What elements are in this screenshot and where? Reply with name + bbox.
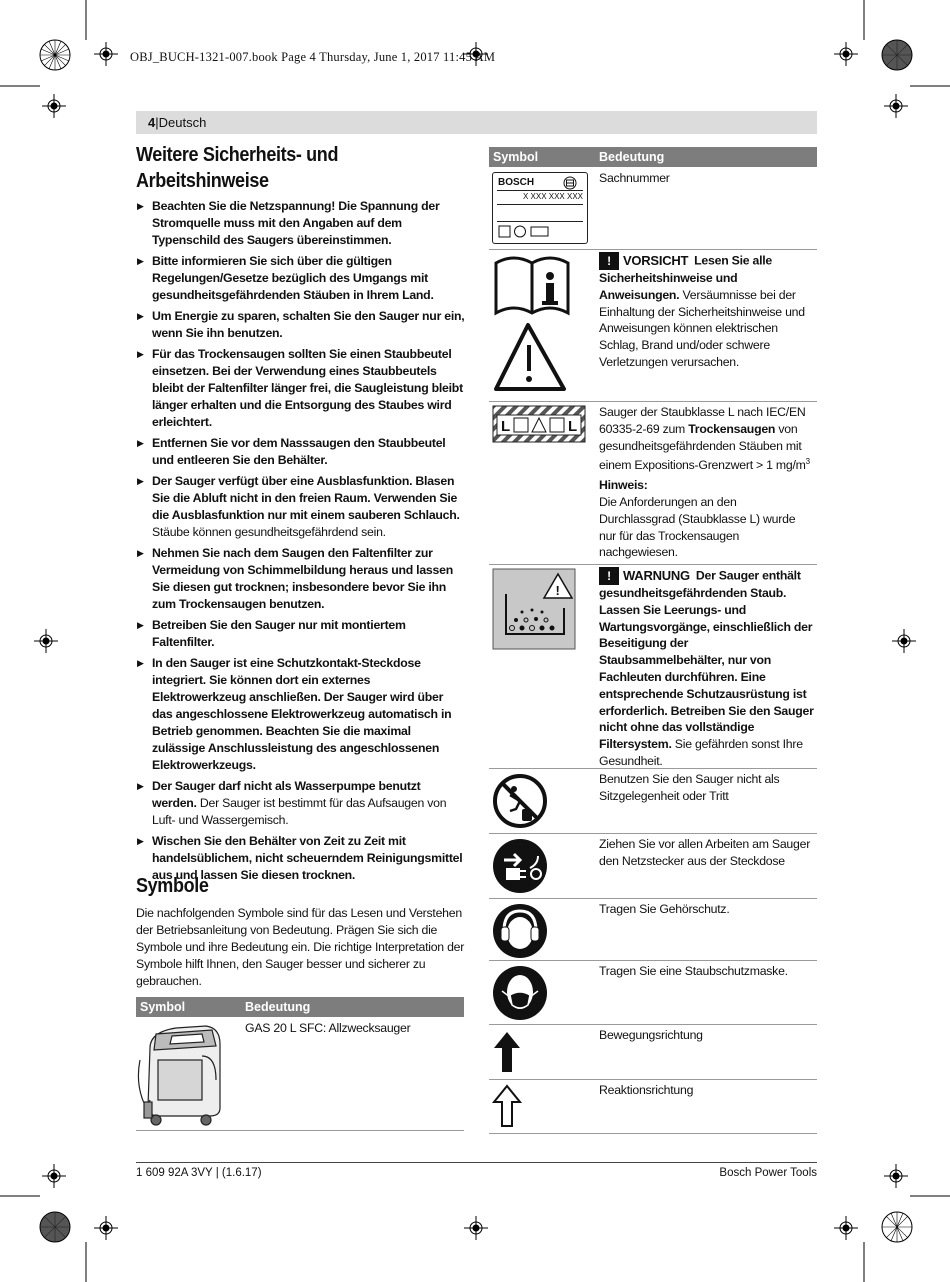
bullet-bold-text: Der Sauger verfügt über eine Ausblasfunktion. Blasen Sie die Abluft nicht in den freien Raum. Verwenden Sie die Ausblasfunktion nur mit einem sauberen Schlauch. bbox=[152, 474, 460, 522]
row-caution-meaning bbox=[599, 252, 815, 371]
row-dust-class-meaning bbox=[599, 404, 815, 561]
list-item bbox=[136, 346, 466, 431]
caution-label: VORSICHT bbox=[623, 252, 689, 268]
no-sitting-icon bbox=[492, 773, 548, 829]
left-row-meaning: GAS 20 L SFC: Allzwecksauger bbox=[245, 1021, 411, 1035]
symbols-intro: Die nachfolgenden Symbole sind für das Lesen und Verstehen der Betriebsanleitung von Bedeutung. Prägen Sie sich die Symbole und ihre Bedeutung ein. Die richtige Interpretation der Symbole hilft Ihnen, den Sauger besser und sicherer zu gebrauchen. bbox=[136, 906, 465, 988]
row-divider bbox=[489, 564, 817, 565]
left-col-symbol: Symbol bbox=[140, 1000, 186, 1014]
section-title-symbols: Symbole bbox=[136, 875, 209, 897]
section-title-line2: Arbeitshinweise bbox=[136, 170, 269, 192]
vacuum-cleaner-icon bbox=[136, 1020, 236, 1130]
row-divider bbox=[489, 833, 817, 834]
unplug-icon bbox=[492, 838, 548, 894]
bullet-bold-text: Beachten Sie die Netzspannung! Die Spannung der Stromquelle muss mit den Angaben auf dem Typenschild des Saugers übereinstimmen. bbox=[152, 199, 440, 247]
movement-direction-arrow-icon bbox=[492, 1030, 522, 1074]
list-item bbox=[136, 778, 466, 829]
footer-brand: Bosch Power Tools bbox=[719, 1167, 817, 1179]
nameplate-brand: BOSCH bbox=[498, 177, 535, 188]
row-ear-meaning: Tragen Sie Gehörschutz. bbox=[599, 902, 730, 916]
bullet-text: Stäube können gesundheitsgefährdend sein. bbox=[152, 525, 386, 539]
warning-triangle-icon: ! bbox=[599, 567, 619, 585]
left-col-meaning: Bedeutung bbox=[245, 1000, 311, 1014]
nameplate-divider bbox=[497, 221, 583, 222]
footer-divider bbox=[136, 1162, 817, 1163]
list-item bbox=[136, 435, 466, 469]
row-unplug-meaning: Ziehen Sie vor allen Arbeiten am Sauger den Netzstecker aus der Steckdose bbox=[599, 837, 811, 868]
list-item bbox=[136, 198, 466, 249]
page-header-text bbox=[148, 115, 206, 130]
dust-bold-text: Trockensaugen bbox=[688, 421, 776, 436]
warning-bold-text: Der Sauger enthält gesundheitsgefährdenden Staub. Lassen Sie Leerungs- und Wartungsvorgänge, einschließlich der Beseitigung der Staubsammelbehälter, nur von Fachleuten durchführen. Eine entsprechende Schutzausrüstung ist erforderlich. Betreiben Sie den Sauger nicht ohne das vollständige Filtersystem. bbox=[599, 568, 814, 752]
nameplate-marks-icon bbox=[498, 225, 553, 238]
nameplate-divider bbox=[497, 190, 583, 191]
reaction-direction-arrow-icon bbox=[492, 1084, 522, 1128]
row-divider bbox=[489, 768, 817, 769]
svg-text:L: L bbox=[501, 418, 511, 435]
row-divider bbox=[489, 401, 817, 402]
warning-label: WARNUNG bbox=[623, 567, 690, 583]
right-col-meaning: Bedeutung bbox=[599, 150, 665, 164]
list-item bbox=[136, 308, 466, 342]
caution-text: Versäumnisse bei der Einhaltung der Sicherheitshinweise und Anweisungen können elektrischen Schlag, Brand und/oder schwere Verletzungen verursachen. bbox=[599, 287, 805, 369]
warning-triangle-icon: ! bbox=[599, 252, 619, 270]
section-title-line1: Weitere Sicherheits- und bbox=[136, 144, 339, 166]
header-language: Deutsch bbox=[158, 115, 207, 130]
bosch-logo-icon bbox=[563, 176, 577, 190]
left-table-header bbox=[136, 997, 464, 1017]
row-mask-meaning: Tragen Sie eine Staubschutzmaske. bbox=[599, 964, 788, 978]
hazardous-dust-icon bbox=[492, 568, 576, 650]
bullet-bold-text: Entfernen Sie vor dem Nasssaugen den Staubbeutel und entleeren Sie den Behälter. bbox=[152, 436, 446, 467]
bullet-bold-text: Wischen Sie den Behälter von Zeit zu Zeit mit handelsüblichem, nicht scheuerndem Reinigungsmittel aus und lassen Sie diesen trocknen. bbox=[152, 834, 463, 882]
warning-badge bbox=[599, 567, 690, 585]
list-item bbox=[136, 655, 466, 774]
row-move-meaning: Bewegungsrichtung bbox=[599, 1028, 703, 1042]
footer-document-number: 1 609 92A 3VY | (1.6.17) bbox=[136, 1167, 262, 1179]
bullet-bold-text: Bitte informieren Sie sich über die gültigen Regelungen/Gesetze bezüglich des Umgangs mit gesundheitsgefährdenden Stäuben in Ihrem Land. bbox=[152, 254, 434, 302]
row-nameplate-meaning: Sachnummer bbox=[599, 171, 670, 185]
row-divider bbox=[489, 898, 817, 899]
right-col-symbol: Symbol bbox=[493, 150, 539, 164]
list-item bbox=[136, 473, 466, 541]
warning-text: Sie gefährden sonst Ihre Gesundheit. bbox=[599, 737, 803, 768]
bullet-bold-text: Betreiben Sie den Sauger nur mit montiertem Faltenfilter. bbox=[152, 618, 406, 649]
bullet-text: Der Sauger ist bestimmt für das Aufsaugen von Luft- und Wassergemisch. bbox=[152, 796, 447, 827]
svg-text:!: ! bbox=[555, 583, 560, 598]
nameplate-number: X XXX XXX XXX bbox=[522, 192, 583, 201]
read-manual-icon bbox=[492, 253, 572, 395]
right-table-header bbox=[489, 147, 817, 167]
dust-mask-icon bbox=[492, 965, 548, 1021]
dust-hint-text: Die Anforderungen an den Durchlassgrad (Staubklasse L) wurde nur für das Trockensaugen nachgewiesen. bbox=[599, 495, 796, 560]
page-number: 4 bbox=[148, 115, 156, 130]
dust-sup: 3 bbox=[805, 457, 810, 467]
bullet-bold-text: Der Sauger darf nicht als Wasserpumpe benutzt werden. bbox=[152, 779, 421, 810]
row-react-meaning: Reaktionsrichtung bbox=[599, 1083, 694, 1097]
row-divider bbox=[489, 1079, 817, 1080]
bullet-bold-text: Nehmen Sie nach dem Saugen den Faltenfilter zur Vermeidung von Schimmelbildung heraus und lassen Sie diesen gut trocknen; insbesondere bevor Sie ihn zum Trockensaugen benutzen. bbox=[152, 546, 453, 611]
nameplate-divider bbox=[497, 204, 583, 205]
ear-protection-icon bbox=[492, 903, 548, 959]
bullet-bold-text: In den Sauger ist eine Schutzkontakt-Steckdose integriert. Sie können dort ein externes Elektrowerkzeug anschließen. Der Sauger wird über das angeschlossene Elektrowerkzeug automatisch in Betrieb genommen. Beachten Sie die maximal zulässige Anschlussleistung des angeschlossenen Elektrowerkzeugs. bbox=[152, 656, 452, 772]
row-divider bbox=[489, 1024, 817, 1025]
list-item bbox=[136, 545, 466, 613]
row-divider bbox=[489, 960, 817, 961]
right-table-bottom-line bbox=[489, 1133, 817, 1134]
row-divider bbox=[489, 249, 817, 250]
page-header bbox=[136, 111, 817, 134]
svg-text:L: L bbox=[568, 418, 578, 435]
bullet-bold-text: Für das Trockensaugen sollten Sie einen Staubbeutel einsetzen. Bei der Verwendung eines Staubbeutels bleibt der Faltenfilter länger frei, die Saugleistung bleibt länger erhalten und die Entsorgung des Staubes wird erleichtert. bbox=[152, 347, 463, 429]
list-item bbox=[136, 253, 466, 304]
safety-bullet-list bbox=[136, 198, 466, 888]
dust-text-b: von gesundheitsgefährdenden Stäuben mit einem Expositions-Grenzwert > 1 mg/m bbox=[599, 421, 806, 473]
dust-hint-title: Hinweis: bbox=[599, 478, 648, 493]
dust-class-l-icon bbox=[492, 405, 586, 443]
print-line: OBJ_BUCH-1321-007.book Page 4 Thursday, June 1, 2017 11:45 AM bbox=[130, 50, 496, 64]
left-table-bottom-line bbox=[136, 1130, 464, 1131]
caution-badge bbox=[599, 252, 688, 270]
list-item bbox=[136, 617, 466, 651]
dust-text-a: Sauger der Staubklasse L nach IEC/EN 60335-2-69 zum bbox=[599, 405, 806, 436]
header-separator: | bbox=[155, 115, 159, 130]
caution-bold-text: Lesen Sie alle Sicherheitshinweise und Anweisungen. bbox=[599, 253, 773, 302]
section-title-safety bbox=[136, 142, 338, 194]
row-warning-meaning bbox=[599, 567, 815, 770]
row-nosit-meaning: Benutzen Sie den Sauger nicht als Sitzgelegenheit oder Tritt bbox=[599, 772, 780, 803]
bullet-bold-text: Um Energie zu sparen, schalten Sie den Sauger nur ein, wenn Sie ihn benutzen. bbox=[152, 309, 465, 340]
nameplate-icon bbox=[492, 172, 588, 244]
